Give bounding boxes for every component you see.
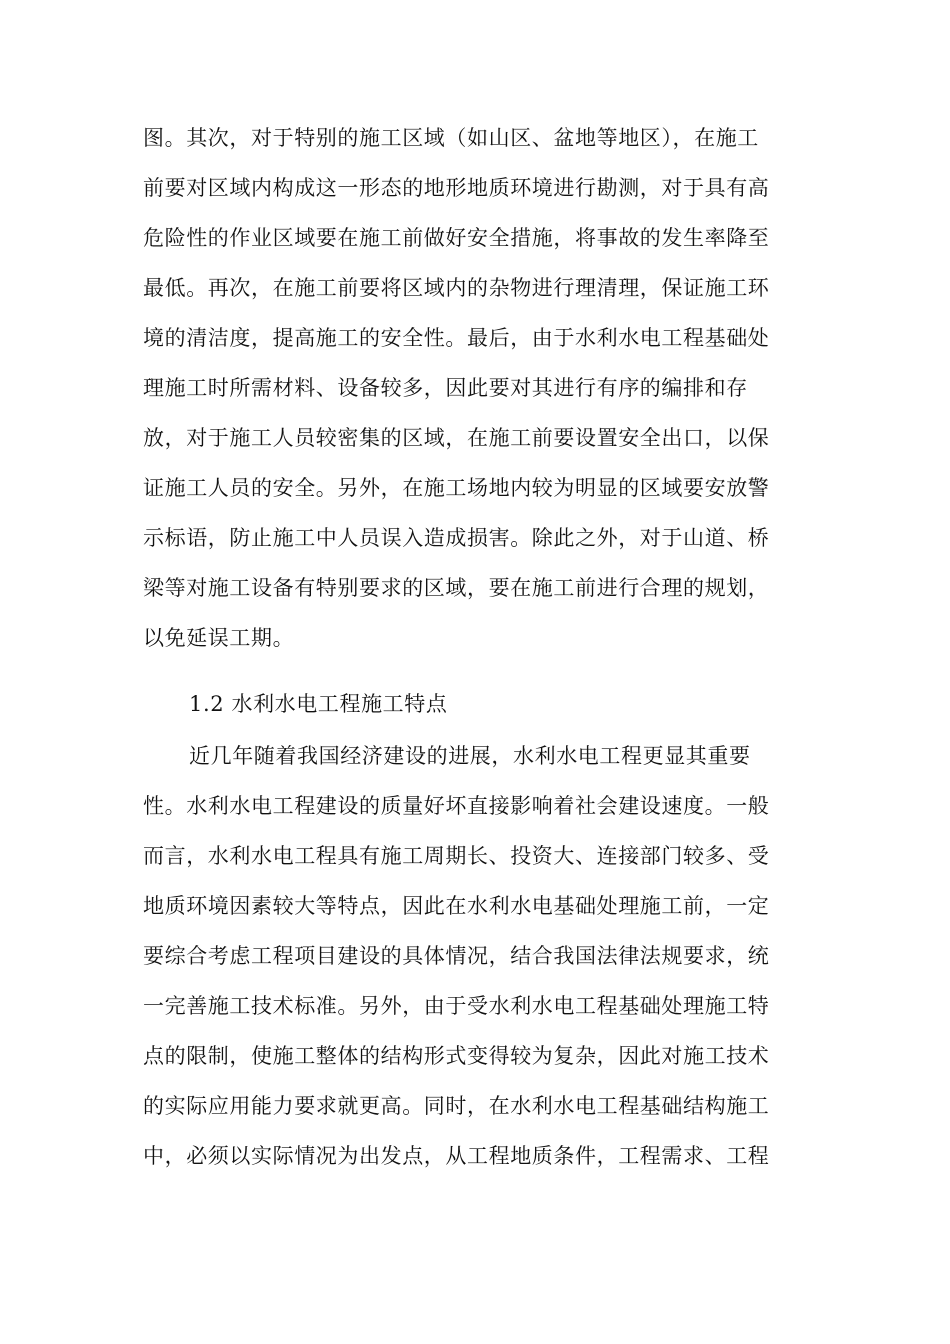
text-line: 的实际应用能力要求就更高。同时，在水利水电工程基础结构施工	[143, 1094, 770, 1118]
text-line: 最低。再次，在施工前要将区域内的杂物进行理清理，保证施工环	[143, 276, 770, 300]
text-line: 放，对于施工人员较密集的区域，在施工前要设置安全出口，以保	[143, 426, 770, 450]
text-line: 危险性的作业区域要在施工前做好安全措施，将事故的发生率降至	[143, 226, 770, 250]
text-line: 而言，水利水电工程具有施工周期长、投资大、连接部门较多、受	[143, 844, 770, 868]
text-line: 以免延误工期。	[143, 626, 295, 650]
text-line: 近几年随着我国经济建设的进展，水利水电工程更显其重要	[189, 744, 751, 768]
text-line: 图。其次，对于特别的施工区域（如山区、盆地等地区），在施工	[143, 126, 759, 150]
text-line: 中，必须以实际情况为出发点，从工程地质条件，工程需求、工程	[143, 1144, 770, 1168]
text-line: 点的限制，使施工整体的结构形式变得较为复杂，因此对施工技术	[143, 1044, 770, 1068]
text-line: 要综合考虑工程项目建设的具体情况，结合我国法律法规要求，统	[143, 944, 770, 968]
text-line: 示标语，防止施工中人员误入造成损害。除此之外，对于山道、桥	[143, 526, 770, 550]
text-line: 境的清洁度，提高施工的安全性。最后，由于水利水电工程基础处	[143, 326, 770, 350]
text-line: 地质环境因素较大等特点，因此在水利水电基础处理施工前，一定	[143, 894, 770, 918]
section-heading: 1.2 水利水电工程施工特点	[189, 692, 448, 716]
text-line: 理施工时所需材料、设备较多，因此要对其进行有序的编排和存	[143, 376, 748, 400]
text-line: 一完善施工技术标准。另外，由于受水利水电工程基础处理施工特	[143, 994, 770, 1018]
text-line: 梁等对施工设备有特别要求的区域，要在施工前进行合理的规划，	[143, 576, 770, 600]
text-line: 性。水利水电工程建设的质量好坏直接影响着社会建设速度。一般	[143, 794, 770, 818]
text-line: 证施工人员的安全。另外，在施工场地内较为明显的区域要安放警	[143, 476, 770, 500]
text-line: 前要对区域内构成这一形态的地形地质环境进行勘测，对于具有高	[143, 176, 770, 200]
